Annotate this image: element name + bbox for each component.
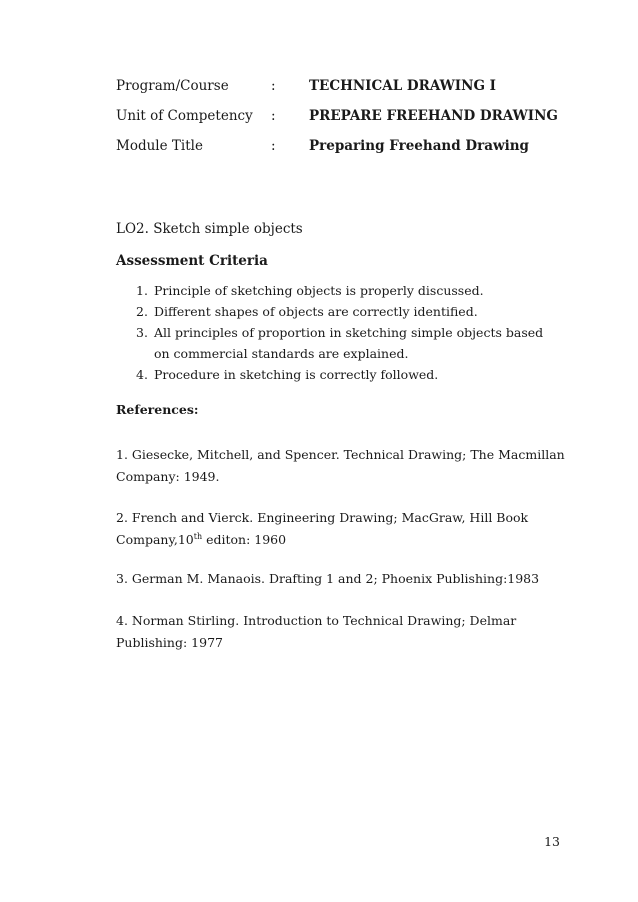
assessment-criteria-list — [136, 280, 556, 385]
separator-colon: : — [271, 108, 276, 124]
list-item-number: 2. — [136, 304, 148, 319]
list-item-text: Procedure in sketching is correctly followed. — [154, 367, 439, 382]
reference-item — [116, 568, 566, 590]
reference-item — [116, 444, 566, 488]
reference-text-part: editon: 1960 — [202, 532, 287, 547]
list-item-number: 3. — [136, 325, 148, 340]
ordinal-superscript: th — [193, 531, 203, 541]
list-item — [136, 322, 556, 364]
list-item-number: 4. — [136, 367, 148, 382]
list-item — [136, 301, 556, 322]
program-course-label: Program/Course — [116, 78, 229, 94]
unit-of-competency-value: PREPARE FREEHAND DRAWING — [309, 108, 558, 124]
reference-text: 1. Giesecke, Mitchell, and Spencer. Technical Drawing; The Macmillan Company: 1949. — [116, 447, 565, 484]
list-item — [136, 364, 556, 385]
references-title: References: — [116, 402, 199, 417]
assessment-criteria-title: Assessment Criteria — [116, 253, 268, 269]
list-item-text: Different shapes of objects are correctly identified. — [154, 304, 478, 319]
page-number: 13 — [544, 834, 560, 849]
reference-item — [116, 507, 566, 551]
list-item-number: 1. — [136, 283, 148, 298]
reference-item — [116, 610, 566, 654]
separator-colon: : — [271, 78, 276, 94]
module-title-label: Module Title — [116, 138, 203, 154]
reference-text: 4. Norman Stirling. Introduction to Technical Drawing; Delmar Publishing: 1977 — [116, 613, 517, 650]
list-item-text: Principle of sketching objects is properly discussed. — [154, 283, 484, 298]
program-course-value: TECHNICAL DRAWING I — [309, 78, 496, 94]
list-item-text: All principles of proportion in sketching simple objects based on commercial standards are explained. — [154, 325, 544, 361]
list-item — [136, 280, 556, 301]
learning-outcome-heading: LO2. Sketch simple objects — [116, 221, 303, 237]
separator-colon: : — [271, 138, 276, 154]
reference-text-part: 2. French and Vierck. Engineering Drawing; MacGraw, Hill Book Company,10 — [116, 510, 529, 547]
reference-text: 3. German M. Manaois. Drafting 1 and 2; Phoenix Publishing:1983 — [116, 571, 540, 586]
module-title-value: Preparing Freehand Drawing — [309, 138, 529, 154]
unit-of-competency-label: Unit of Competency — [116, 108, 253, 124]
